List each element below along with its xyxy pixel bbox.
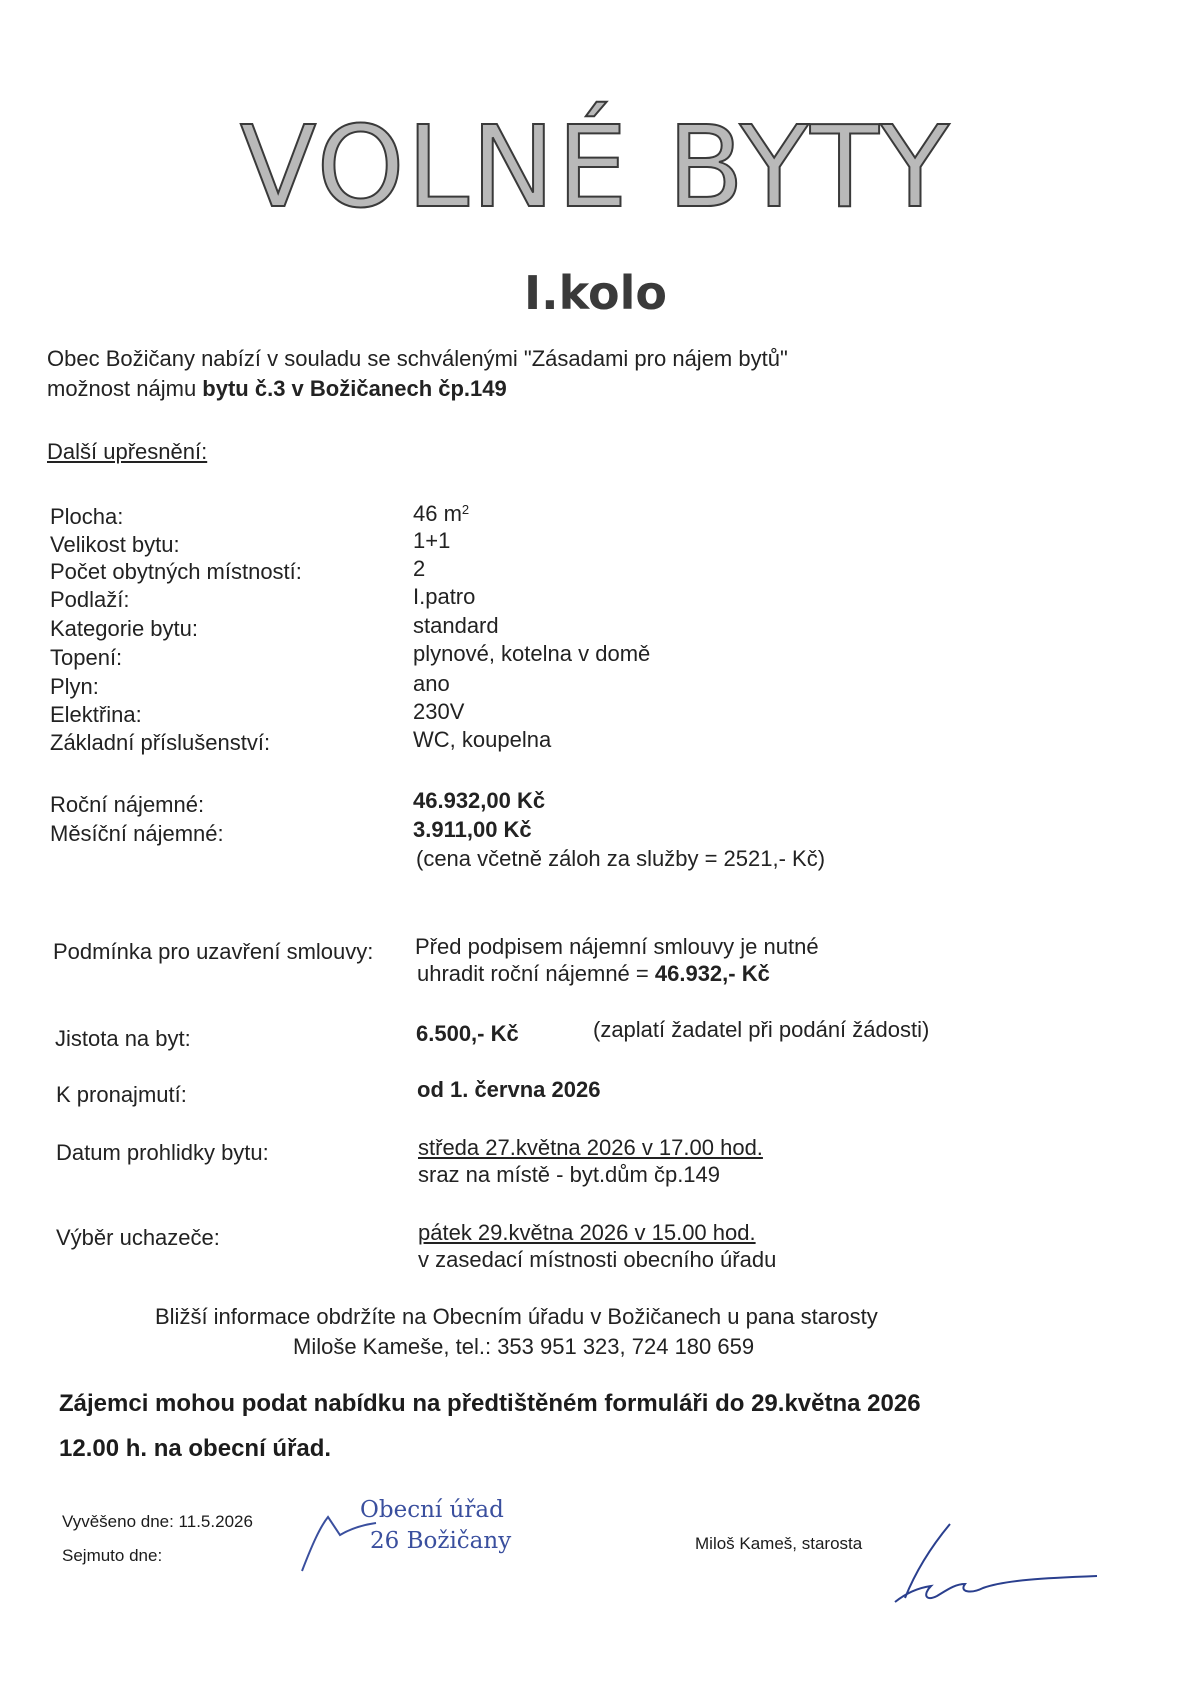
category-value: standard [413, 613, 499, 638]
rooms-label: Počet obytných místností: [50, 559, 302, 584]
floor-label: Podlaží: [50, 587, 130, 612]
page-title: VOLNÉ BYTY [239, 103, 952, 233]
category-label: Kategorie bytu: [50, 616, 198, 641]
selection-datetime: pátek 29.května 2026 v 15.00 hod. [418, 1220, 756, 1245]
amenities-value: WC, koupelna [413, 727, 552, 752]
heating-label: Topení: [50, 645, 123, 670]
removed-date: Sejmuto dne: [62, 1546, 163, 1565]
stamp-line-1: Obecní úřad [360, 1497, 504, 1523]
intro-prefix: možnost nájmu [47, 376, 203, 401]
rooms-value: 2 [413, 556, 426, 581]
round-subtitle: I.kolo [524, 266, 667, 320]
selection-location: v zasedací místnosti obecního úřadu [418, 1247, 777, 1272]
deposit-note: (zaplatí žadatel při podání žádosti) [593, 1017, 930, 1042]
intro-line-2 [47, 375, 507, 403]
viewing-meeting-point: sraz na místě - byt.dům čp.149 [418, 1162, 721, 1187]
deadline-line-2: 12.00 h. na obecní úřad. [59, 1435, 332, 1462]
area-label: Plocha: [50, 504, 124, 529]
viewing-datetime: středa 27.května 2026 v 17.00 hod. [418, 1135, 763, 1160]
selection-label: Výběr uchazeče: [56, 1225, 220, 1250]
size-label: Velikost bytu: [50, 532, 180, 557]
info-line-2: Miloše Kameše, tel.: 353 951 323, 724 180 659 [293, 1334, 755, 1359]
area-number: 46 m [413, 501, 462, 526]
annual-rent-label: Roční nájemné: [50, 792, 205, 817]
signature-mark [875, 1518, 1105, 1608]
size-value: 1+1 [413, 528, 451, 553]
info-line-1: Bližší informace obdržíte na Obecním úřadu v Božičanech u pana starosty [155, 1304, 878, 1329]
area-value [413, 500, 469, 528]
deposit-label: Jistota na byt: [55, 1026, 191, 1051]
deadline-line-1: Zájemci mohou podat nabídku na předtištěném formuláři do 29.května 2026 [59, 1390, 921, 1417]
monthly-rent-label: Měsíční nájemné: [50, 821, 224, 846]
stamp-mark [300, 1505, 380, 1575]
rental-from-value: od 1. června 2026 [417, 1077, 601, 1102]
gas-label: Plyn: [50, 674, 99, 699]
condition-label: Podmínka pro uzavření smlouvy: [53, 939, 374, 964]
condition-line-1: Před podpisem nájemní smlouvy je nutné [415, 934, 819, 959]
posted-date: Vyvěšeno dne: 11.5.2026 [62, 1512, 253, 1531]
area-exponent: 2 [461, 502, 470, 517]
deposit-value: 6.500,- Kč [416, 1021, 519, 1046]
floor-value: I.patro [413, 584, 476, 609]
viewing-label: Datum prohlidky bytu: [56, 1140, 269, 1165]
amenities-label: Základní příslušenství: [50, 730, 271, 755]
stamp-line-2: 26 Božičany [370, 1528, 512, 1554]
condition-prefix: uhradit roční nájemné = [417, 961, 655, 986]
rent-note: (cena včetně záloh za služby = 2521,- Kč) [416, 846, 826, 871]
heating-value: plynové, kotelna v domě [413, 641, 651, 666]
rental-from-label: K pronajmutí: [56, 1082, 187, 1107]
intro-line-1: Obec Božičany nabízí v souladu se schválenými "Zásadami pro nájem bytů" [47, 346, 788, 371]
condition-line-2 [417, 960, 770, 988]
gas-value: ano [413, 671, 450, 696]
signatory-name: Miloš Kameš, starosta [695, 1534, 863, 1553]
electricity-label: Elektřina: [50, 702, 142, 727]
monthly-rent-value: 3.911,00 Kč [413, 817, 532, 842]
section-heading: Další upřesnění: [47, 439, 208, 464]
annual-rent-value: 46.932,00 Kč [413, 788, 546, 813]
apartment-identifier: bytu č.3 v Božičanech čp.149 [202, 376, 507, 401]
condition-amount: 46.932,- Kč [654, 961, 770, 986]
electricity-value: 230V [413, 699, 465, 724]
